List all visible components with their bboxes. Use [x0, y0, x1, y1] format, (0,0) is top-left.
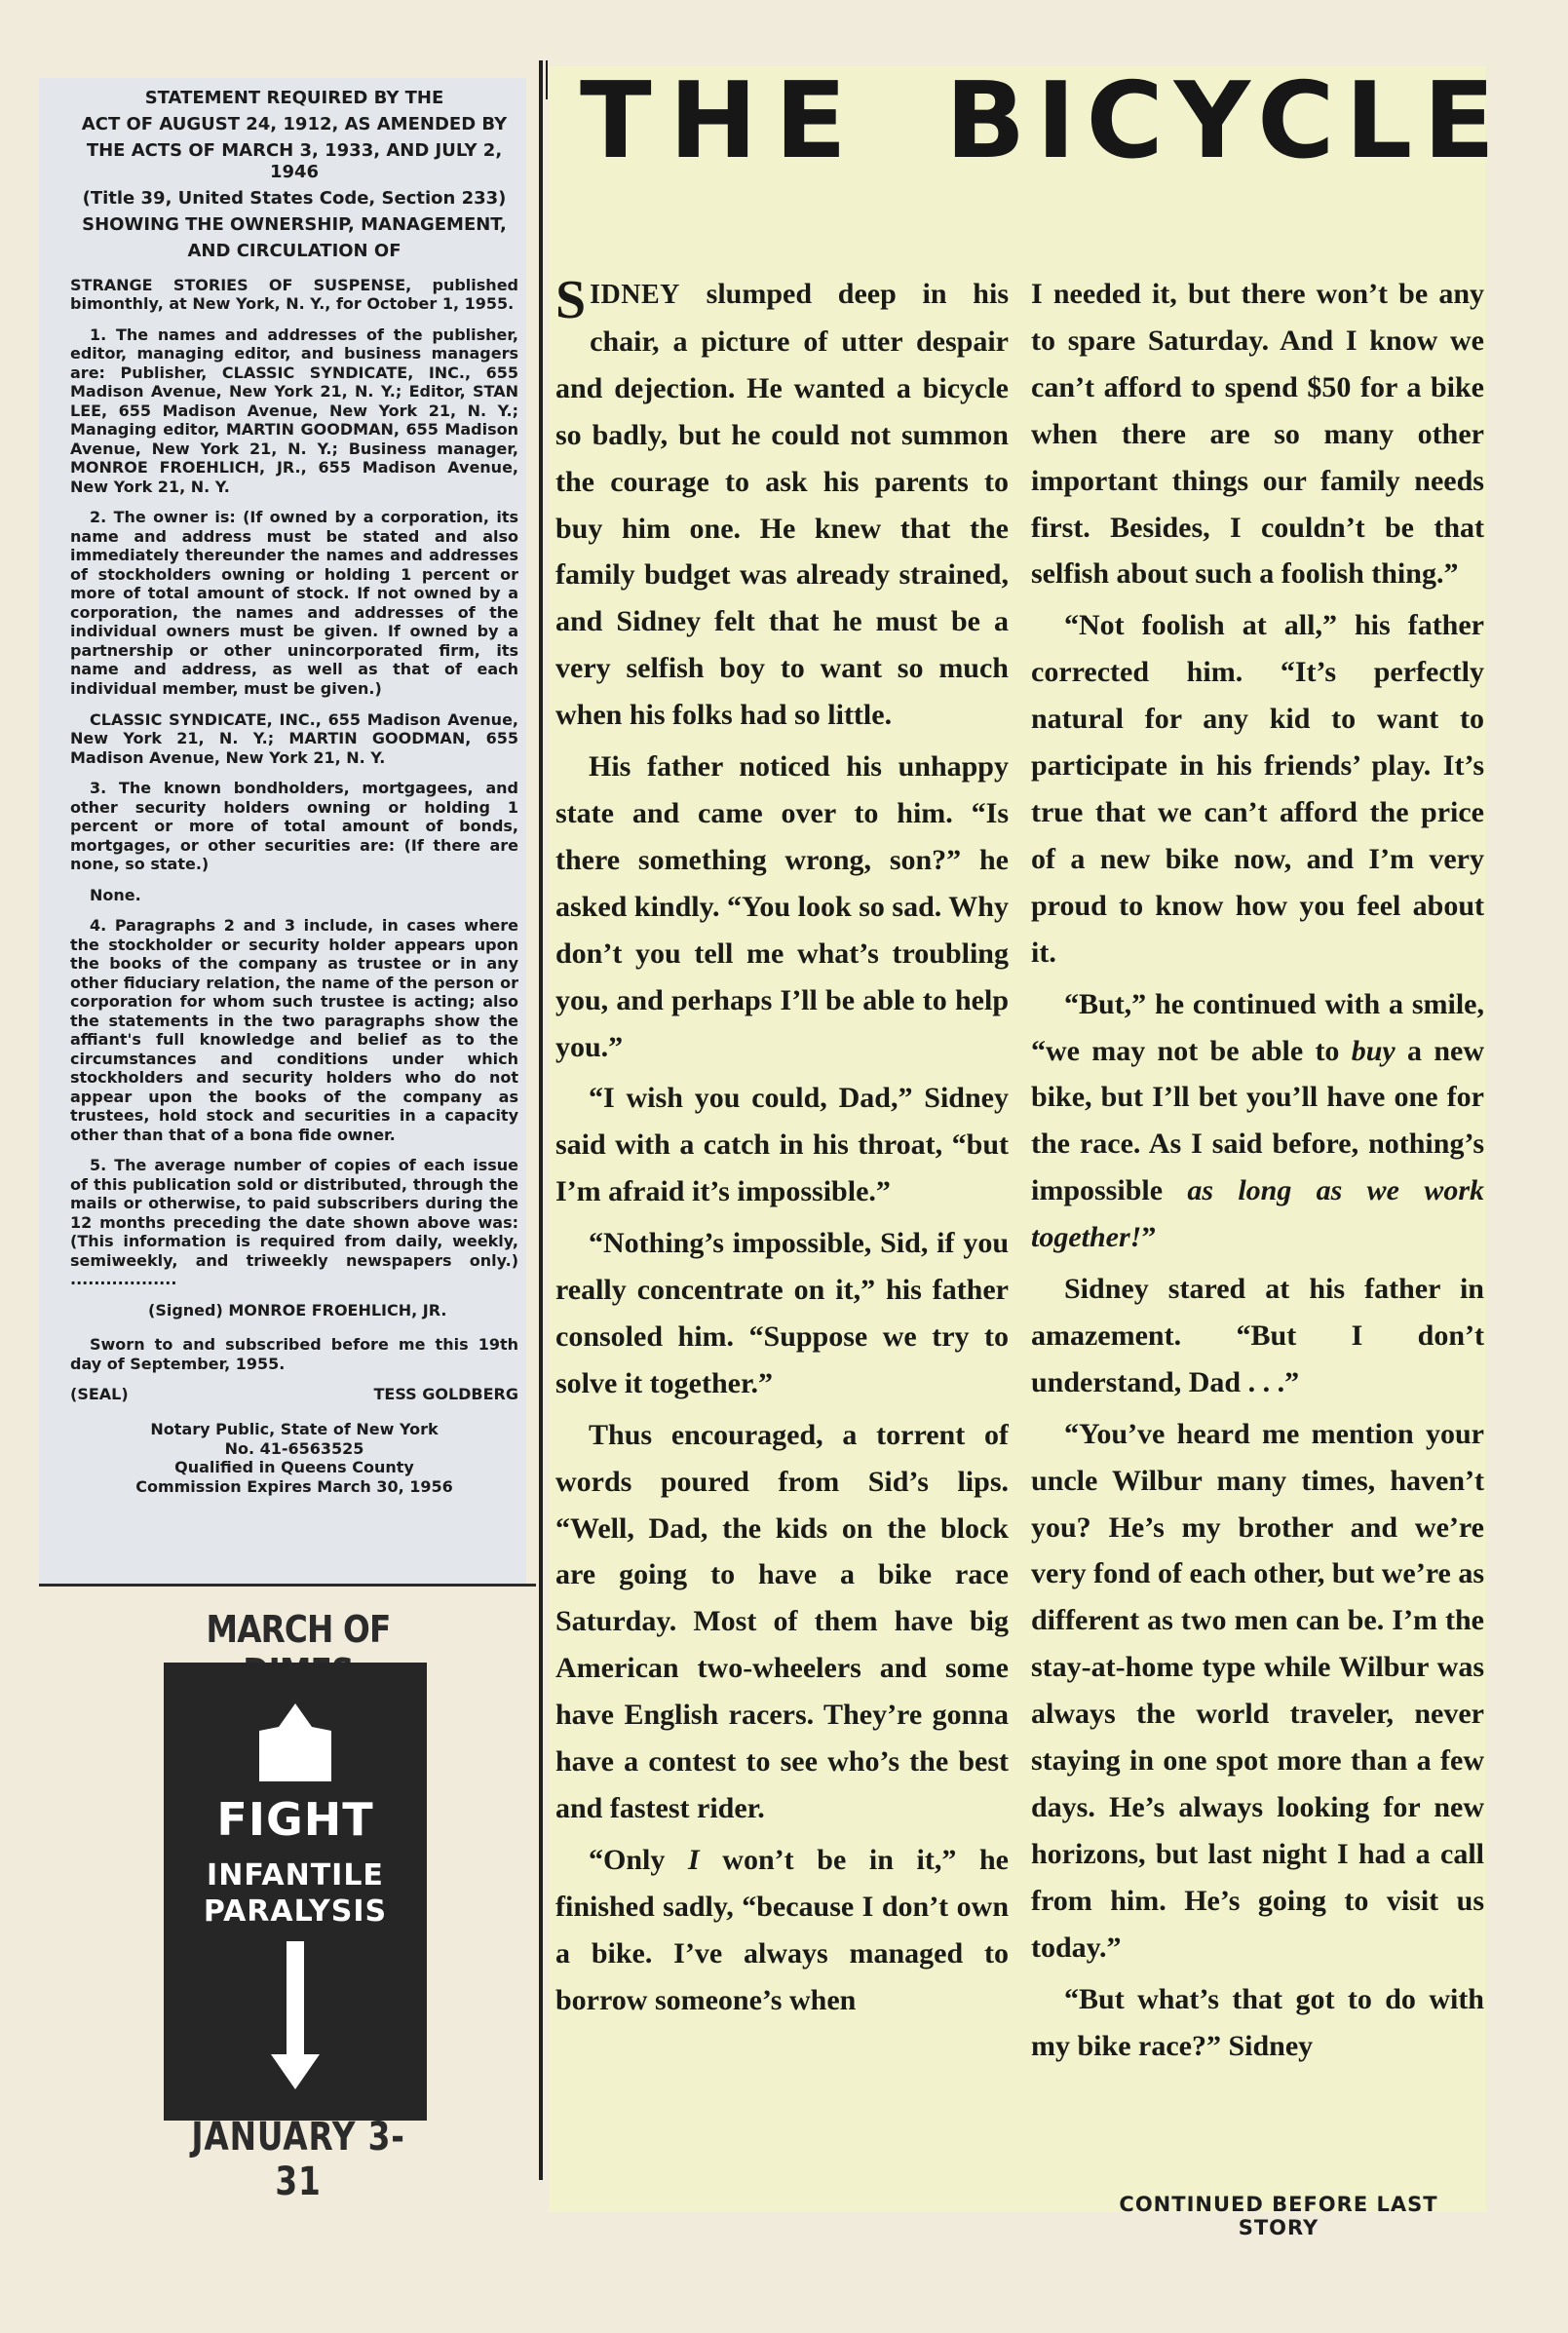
heading-line: THE ACTS OF MARCH 3, 1933, AND JULY 2, 1946	[86, 139, 503, 182]
paragraph-text: ”	[1141, 1221, 1157, 1254]
story-paragraph: “I wish you could, Dad,” Sidney said with a catch in his throat, “but I’m afraid it’s impossible.”	[555, 1082, 1009, 1208]
story-column-right	[1031, 271, 1484, 2171]
emphasis: as long as we work together!	[1031, 1174, 1484, 1254]
heading-line: (Title 39, United States Code, Section 233)	[82, 187, 507, 209]
heading-line: SHOWING THE OWNERSHIP, MANAGEMENT,	[82, 213, 507, 235]
notary-line: Commission Expires March 30, 1956	[135, 1476, 453, 1496]
statement-item-1: 1. The names and addresses of the publisher, editor, managing editor, and business managers are: Publisher, CLASSIC SYNDICATE, INC., 655 Madison Avenue, New York 21, N. Y.; Editor, STAN LEE, 655 Madison Avenue, New York 21, N. Y.; Managing editor, MARTIN GOODMAN, 655 Madison Avenue, New York 21, N. Y.; Business manager, MONROE FROEHLICH, JR., 655 Madison Avenue, New York 21, N. Y.	[70, 325, 518, 496]
story-paragraph: Sidney stared at his father in amazement. “But I don’t understand, Dad . . .”	[1031, 1273, 1484, 1398]
emphasis: buy	[1351, 1034, 1396, 1067]
continued-note: CONTINUED BEFORE LAST STORY	[1119, 2193, 1438, 2239]
heading-line: AND CIRCULATION OF	[187, 240, 402, 261]
story-paragraph: “Nothing’s impossible, Sid, if you really concentrate on it,” his father consoled him. “Suppose we try to solve it together.”	[555, 1227, 1009, 1399]
paragraph-text: a new bike, but I’ll bet you’ll have one for the race. As I said before, nothing’s impossible	[1031, 1034, 1484, 1207]
title-word: BICYCLE	[945, 60, 1506, 182]
story-paragraph	[555, 1837, 1009, 2024]
statement-heading	[70, 88, 518, 262]
story-paragraph: “Not foolish at all,” his father corrected him. “It’s perfectly natural for any kid to want to participate in his friends’ play. It’s true that we can’t afford the price of a new bike now, and I’m very proud to know how you feel about it.	[1031, 609, 1484, 969]
paragraph-text: “Only	[589, 1843, 688, 1876]
statement-item-4: 4. Paragraphs 2 and 3 include, in cases where the stockholder or security holder appears upon the books of the company as trustee or in any other fiduciary relation, the name of the person or corporation for whom such trustee is acting; also the statements in the two paragraphs show the affiant's full knowledge and belief as to the circumstances and conditions under which stockholders and security holders who do not appear upon the books of the company as trustees, hold stock and securities in a capacity other than that of a bona fide owner.	[70, 916, 518, 1144]
owner-details: CLASSIC SYNDICATE, INC., 655 Madison Avenue, New York 21, N. Y.; MARTIN GOODMAN, 655 Madison Avenue, New York 21, N. Y.	[70, 709, 518, 767]
heading-line: STATEMENT REQUIRED BY THE	[144, 88, 444, 108]
title-word: THE	[580, 60, 864, 182]
march-of-dimes-ad	[164, 1663, 427, 2121]
publication-line: STRANGE STORIES OF SUSPENSE, published bimonthly, at New York, N. Y., for October 1, 1955.	[70, 275, 518, 314]
ad-line: INFANTILE	[207, 1858, 384, 1893]
notary-line: No. 41-6563525	[224, 1438, 364, 1458]
drop-cap: S	[555, 271, 587, 330]
story-title	[580, 58, 1506, 185]
notary-line: Notary Public, State of New York	[150, 1420, 439, 1438]
story-paragraph	[555, 271, 1009, 739]
story-paragraph	[1031, 981, 1484, 1261]
ad-dates: JANUARY 3-31	[191, 2115, 405, 2204]
seal-row	[70, 1385, 518, 1404]
story-paragraph: “You’ve heard me mention your uncle Wilbur many times, haven’t you? He’s my brother and we’re very fond of each other, but we’re as different as two men can be. I’m the stay-at-home type while Wilbur was always the world traveler, never staying in one spot more than a few days. He’s always looking for new horizons, but last night I had a call from him. He’s going to visit us today.”	[1031, 1417, 1484, 1964]
ad-title: MARCH OF	[206, 1608, 391, 1651]
statement-none: None.	[90, 885, 141, 904]
ad-subtitle	[164, 1857, 427, 1930]
paragraph-text: slumped deep in his chair, a picture of utter despair and dejection. He wanted a bicycle so badly, but he could not summon the courage to ask his parents to buy him one. He knew that the family budget was already strained, and Sidney felt that he must be a very selfish boy to want so much when his folks had so little.	[555, 278, 1009, 732]
small-caps-name: IDNEY	[590, 280, 680, 310]
story-paragraph: His father noticed his unhappy state and came over to him. “Is there something wrong, son?” he asked kindly. “You look so sad. Why don’t you tell me what’s troubling you, and perhaps I’ll be able to help you.”	[555, 750, 1009, 1063]
column-rule-accent	[546, 60, 548, 99]
story-paragraph: “But what’s that got to do with my bike race?” Sidney	[1031, 1982, 1484, 2062]
statement-item-5: 5. The average number of copies of each issue of this publication sold or distributed, through the mails or otherwise, to paid subscribers during the 12 months preceding the date shown above was: (This information is required from daily, weekly, semiweekly, and triweekly newspapers only.) ..................	[70, 1156, 518, 1289]
paragraph-text: won’t be in it,” he finished sadly, “because I don’t own a bike. I’ve always managed to borrow someone’s when	[555, 1843, 1009, 2016]
emphasis: I	[687, 1843, 700, 1876]
story-paragraph: I needed it, but there won’t be any to spare Saturday. And I know we can’t afford to spend $50 for a bike when there are so many other important things our family needs first. Besides, I couldn’t be that selfish about such a foolish thing.”	[1031, 278, 1484, 591]
heading-line: ACT OF AUGUST 24, 1912, AS AMENDED BY	[81, 113, 508, 134]
ownership-statement	[70, 88, 518, 1496]
column-rule	[539, 60, 543, 2180]
notary-name: TESS GOLDBERG	[373, 1385, 518, 1404]
paragraph-text: “But,” he continued with a smile, “we may not be able to	[1031, 987, 1484, 1067]
statement-item-2: 2. The owner is: (If owned by a corporation, its name and address must be stated and also immediately thereunder the names and addresses of stockholders owning or holding 1 percent or more of total amount of stock. If not owned by a corporation, the names and addresses of the individual owners must be given. If owned by a partnership or other unincorporated firm, its name and address, as well as that of each individual member, must be given.)	[70, 508, 518, 698]
seal-label: (SEAL)	[70, 1385, 129, 1404]
signature-line: (Signed) MONROE FROEHLICH, JR.	[148, 1300, 447, 1319]
story-column-left	[555, 271, 1009, 2171]
notary-block	[70, 1420, 518, 1496]
sworn-line: Sworn to and subscribed before me this 19th day of September, 1955.	[70, 1335, 518, 1373]
section-divider	[39, 1584, 536, 1587]
ad-line: PARALYSIS	[203, 1894, 388, 1929]
story-paragraph: Thus encouraged, a torrent of words poured from Sid’s lips. “Well, Dad, the kids on the block are going to have a bike race Saturday. Most of them have big American two-wheelers and some have English racers. They’re gonna have a contest to see who’s the best and fastest rider.	[555, 1418, 1009, 1824]
ad-fight-text: FIGHT	[216, 1793, 374, 1846]
statement-item-3: 3. The known bondholders, mortgagees, and other security holders owning or holding 1 percent or more of total amount of bonds, mortgages, or other securities are: (If there are none, so state.)	[70, 779, 518, 874]
notary-line: Qualified in Queens County	[174, 1458, 414, 1477]
